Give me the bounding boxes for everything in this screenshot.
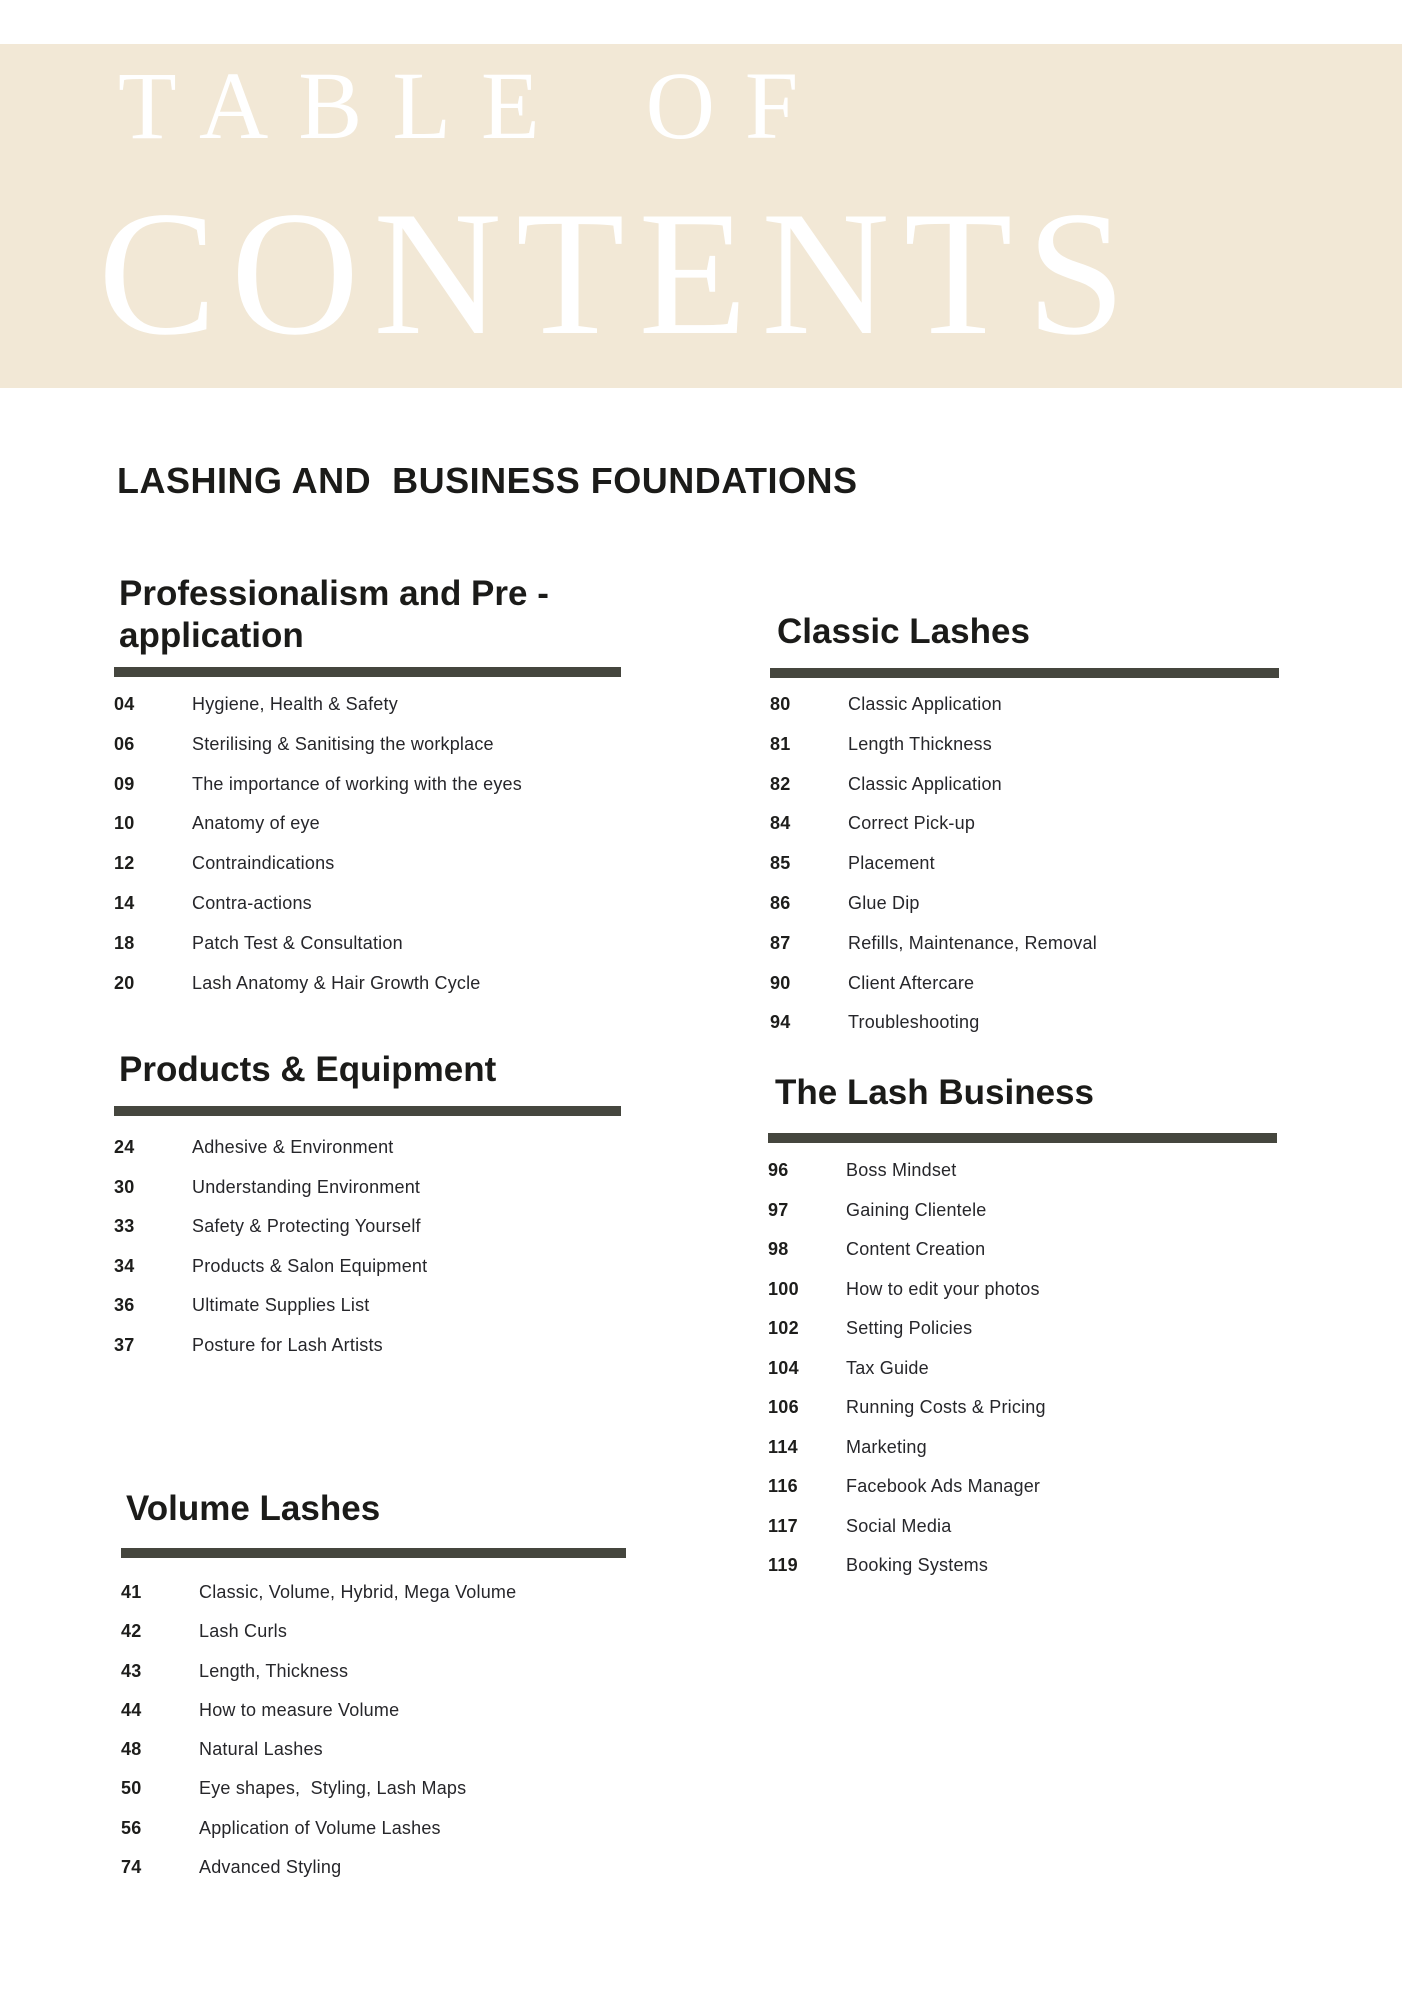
page-number: 82	[770, 773, 791, 794]
chapter-title: Products & Salon Equipment	[192, 1255, 428, 1276]
toc-row	[770, 692, 1330, 732]
section-volume-lashes	[121, 1488, 681, 1894]
chapter-title: Facebook Ads Manager	[846, 1476, 1041, 1496]
toc-row	[770, 1010, 1330, 1050]
page-number: 37	[114, 1334, 135, 1355]
chapter-title: Contra-actions	[192, 892, 312, 913]
toc-row	[114, 1293, 674, 1333]
toc-list	[121, 1580, 681, 1894]
page-number: 10	[114, 813, 135, 834]
toc-row	[121, 1659, 681, 1698]
toc-row	[768, 1237, 1328, 1277]
chapter-title: Length Thickness	[848, 733, 992, 754]
toc-row	[768, 1395, 1328, 1435]
page-number: 74	[121, 1857, 142, 1878]
page-number: 80	[770, 694, 791, 714]
page-number: 56	[121, 1817, 142, 1838]
chapter-title: Client Aftercare	[848, 972, 975, 993]
chapter-title: Lash Curls	[199, 1621, 288, 1642]
page-number: 36	[114, 1295, 135, 1316]
page-number: 90	[770, 972, 791, 993]
banner-title: CONTENTS	[98, 174, 1140, 372]
toc-row	[114, 971, 674, 1011]
toc-row	[114, 811, 674, 851]
toc-row	[770, 891, 1330, 931]
toc-row	[114, 692, 674, 732]
chapter-title: How to measure Volume	[199, 1699, 400, 1720]
page-number: 24	[114, 1137, 135, 1157]
chapter-title: Glue Dip	[848, 892, 920, 913]
section-divider-bar	[121, 1548, 626, 1558]
section-heading: Professionalism and Pre - application	[119, 574, 559, 655]
page-number: 117	[768, 1515, 798, 1536]
toc-row	[768, 1474, 1328, 1514]
chapter-title: Patch Test & Consultation	[192, 932, 403, 953]
toc-row	[770, 931, 1330, 971]
chapter-title: Boss Mindset	[846, 1160, 957, 1180]
page-number: 102	[768, 1318, 799, 1338]
toc-list	[114, 692, 674, 1010]
toc-row	[768, 1356, 1328, 1396]
chapter-title: Placement	[848, 853, 935, 874]
toc-row	[770, 811, 1330, 851]
chapter-title: Eye shapes, Styling, Lash Maps	[199, 1778, 467, 1799]
page-number: 06	[114, 733, 135, 754]
section-heading: Volume Lashes	[126, 1489, 381, 1528]
toc-row	[114, 1214, 674, 1254]
page-number: 12	[114, 853, 135, 874]
page-number: 100	[768, 1278, 799, 1299]
page-number: 96	[768, 1160, 789, 1180]
page-title: LASHING AND BUSINESS FOUNDATIONS	[117, 460, 858, 501]
section-divider-bar	[114, 667, 621, 677]
toc-row	[768, 1277, 1328, 1317]
chapter-title: Social Media	[846, 1515, 952, 1536]
page-number: 18	[114, 932, 135, 953]
page-number: 106	[768, 1397, 799, 1417]
section-heading: The Lash Business	[775, 1073, 1094, 1112]
toc-list	[768, 1158, 1328, 1593]
page-number: 48	[121, 1739, 142, 1760]
page-number: 41	[121, 1582, 142, 1602]
section-classic-lashes	[770, 611, 1330, 1050]
toc-row	[768, 1158, 1328, 1198]
page-number: 34	[114, 1255, 135, 1276]
chapter-title: Lash Anatomy & Hair Growth Cycle	[192, 972, 481, 993]
section-divider-bar	[768, 1133, 1277, 1143]
toc-row	[121, 1619, 681, 1658]
chapter-title: Hygiene, Health & Safety	[192, 694, 398, 714]
page-number: 119	[768, 1555, 798, 1575]
chapter-title: Classic, Volume, Hybrid, Mega Volume	[199, 1582, 517, 1602]
chapter-title: The importance of working with the eyes	[192, 773, 522, 794]
section-divider-bar	[114, 1106, 621, 1116]
section-divider-bar	[770, 668, 1279, 678]
toc-row	[114, 732, 674, 772]
chapter-title: Booking Systems	[846, 1555, 989, 1575]
chapter-title: Length, Thickness	[199, 1660, 349, 1681]
toc-row	[114, 772, 674, 812]
page-number: 20	[114, 972, 135, 993]
toc-row	[114, 1333, 674, 1373]
toc-row	[114, 1254, 674, 1294]
chapter-title: Setting Policies	[846, 1318, 973, 1338]
section-products-equipment	[114, 1049, 674, 1373]
chapter-title: Natural Lashes	[199, 1739, 323, 1760]
page-number: 86	[770, 892, 791, 913]
toc-row	[770, 732, 1330, 772]
chapter-title: Posture for Lash Artists	[192, 1334, 383, 1355]
page-number: 94	[770, 1012, 791, 1033]
chapter-title: How to edit your photos	[846, 1278, 1040, 1299]
page-number: 04	[114, 694, 135, 714]
toc-row	[121, 1776, 681, 1815]
toc-row	[114, 1135, 674, 1175]
toc-row	[770, 772, 1330, 812]
toc-row	[121, 1737, 681, 1776]
toc-row	[768, 1553, 1328, 1593]
toc-row	[770, 851, 1330, 891]
page-number: 104	[768, 1357, 799, 1378]
chapter-title: Safety & Protecting Yourself	[192, 1216, 421, 1237]
chapter-title: Content Creation	[846, 1239, 986, 1259]
page-number: 42	[121, 1621, 142, 1642]
page-number: 87	[770, 932, 791, 953]
toc-row	[121, 1816, 681, 1855]
toc-row	[121, 1698, 681, 1737]
chapter-title: Sterilising & Sanitising the workplace	[192, 733, 494, 754]
chapter-title: Advanced Styling	[199, 1857, 342, 1878]
page-number: 85	[770, 853, 791, 874]
page-number: 116	[768, 1476, 798, 1496]
toc-row	[770, 971, 1330, 1011]
chapter-title: Adhesive & Environment	[192, 1137, 394, 1157]
page-number: 98	[768, 1239, 789, 1259]
chapter-title: Anatomy of eye	[192, 813, 320, 834]
chapter-title: Contraindications	[192, 853, 335, 874]
chapter-title: Running Costs & Pricing	[846, 1397, 1046, 1417]
page-number: 44	[121, 1699, 142, 1720]
page-number: 09	[114, 773, 135, 794]
page-number: 43	[121, 1660, 142, 1681]
section-heading: Classic Lashes	[777, 612, 1030, 651]
page-number: 50	[121, 1778, 142, 1799]
chapter-title: Correct Pick-up	[848, 813, 976, 834]
page-number: 97	[768, 1199, 789, 1220]
toc-list	[770, 692, 1330, 1050]
page-number: 84	[770, 813, 791, 834]
chapter-title: Gaining Clientele	[846, 1199, 987, 1220]
chapter-title: Understanding Environment	[192, 1176, 421, 1197]
toc-row	[114, 891, 674, 931]
chapter-title: Marketing	[846, 1436, 927, 1457]
toc-row	[768, 1435, 1328, 1475]
section-professionalism	[114, 573, 674, 1010]
page-number: 30	[114, 1176, 135, 1197]
banner-kicker: TABLE OF	[118, 52, 829, 159]
toc-row	[768, 1198, 1328, 1238]
chapter-title: Refills, Maintenance, Removal	[848, 932, 1097, 953]
page-number: 14	[114, 892, 135, 913]
section-heading: Products & Equipment	[119, 1050, 497, 1089]
chapter-title: Application of Volume Lashes	[199, 1817, 441, 1838]
chapter-title: Troubleshooting	[848, 1012, 980, 1033]
toc-row	[121, 1580, 681, 1619]
toc-row	[768, 1514, 1328, 1554]
toc-banner	[0, 44, 1402, 388]
toc-row	[114, 851, 674, 891]
page-number: 114	[768, 1436, 798, 1457]
chapter-title: Classic Application	[848, 694, 1002, 714]
page-number: 81	[770, 733, 791, 754]
toc-row	[114, 931, 674, 971]
chapter-title: Ultimate Supplies List	[192, 1295, 370, 1316]
toc-row	[114, 1175, 674, 1215]
toc-row	[768, 1316, 1328, 1356]
page-number: 33	[114, 1216, 135, 1237]
chapter-title: Tax Guide	[846, 1357, 929, 1378]
section-lash-business	[768, 1072, 1328, 1593]
chapter-title: Classic Application	[848, 773, 1002, 794]
toc-row	[121, 1855, 681, 1894]
toc-list	[114, 1135, 674, 1373]
